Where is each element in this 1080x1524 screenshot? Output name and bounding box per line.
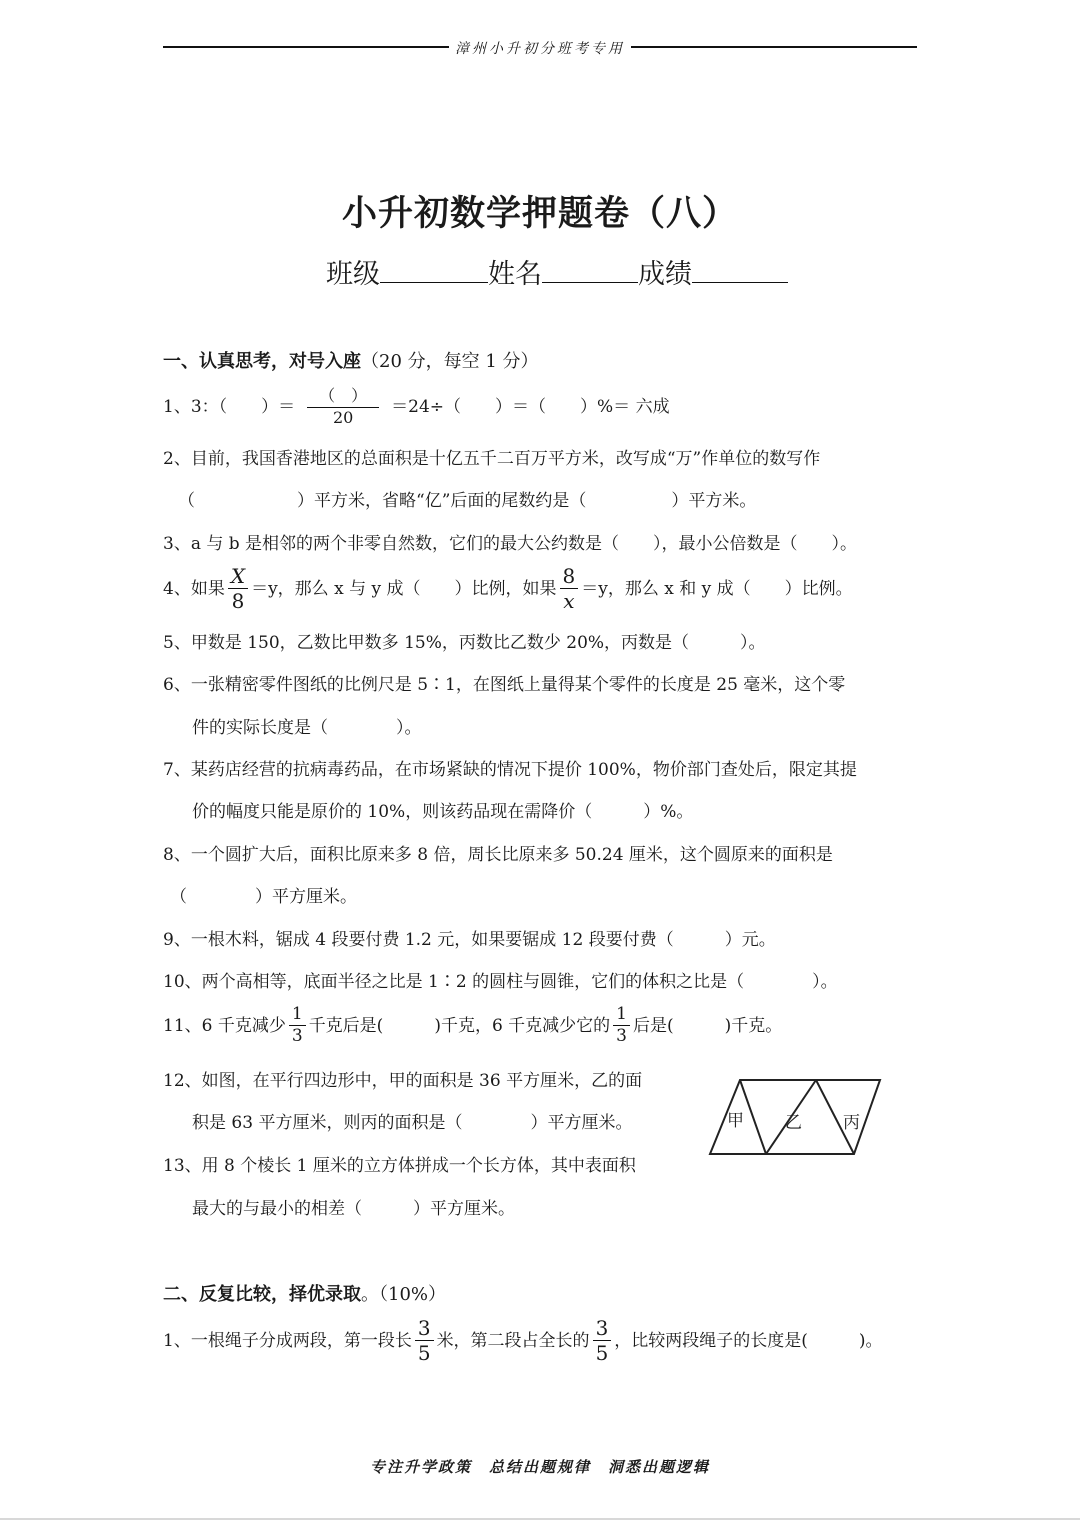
q1-part-a: 1、3：（ ）＝ — [163, 397, 296, 417]
name-blank[interactable] — [542, 260, 638, 283]
s2q1-fraction-2 — [593, 1318, 612, 1363]
question-1-6-line-2: 件的实际长度是（ ）。 — [192, 718, 422, 738]
q4-fraction-1-denominator: 8 — [231, 589, 245, 613]
question-1-11 — [163, 1006, 782, 1045]
figure-label-yi: 乙 — [785, 1113, 802, 1133]
class-label: 班级 — [326, 259, 380, 290]
question-1-6-line-1: 6、一张精密零件图纸的比例尺是 5∶1，在图纸上量得某个零件的长度是 25 毫米，这个零 — [163, 675, 846, 695]
q4-fraction-1-numerator: X — [228, 566, 248, 589]
s2q1-part-c: ，比较两段绳子的长度是( )。 — [614, 1330, 883, 1351]
question-2-1 — [163, 1318, 883, 1363]
q11-fraction-2-denominator: 3 — [616, 1026, 627, 1046]
question-1-12-line-2: 积是 63 平方厘米，则丙的面积是（ ）平方厘米。 — [192, 1113, 633, 1133]
q4-part-b: ＝y，那么 x 与 y 成（ ）比例，如果 — [251, 578, 557, 599]
page-title: 小升初数学押题卷（八） — [341, 193, 738, 234]
question-1-12-line-1: 12、如图，在平行四边形中，甲的面积是 36 平方厘米，乙的面 — [163, 1071, 643, 1091]
question-1-1 — [163, 388, 670, 426]
q4-fraction-1 — [228, 566, 248, 611]
question-1-10: 10、两个高相等，底面半径之比是 1∶2 的圆柱与圆锥，它们的体积之比是（ ）。 — [163, 972, 838, 992]
question-1-2-line-2: （ ）平方米，省略“亿”后面的尾数约是（ ）平方米。 — [178, 491, 757, 511]
s2q1-fraction-1-numerator: 3 — [415, 1318, 434, 1341]
score-label: 成绩 — [638, 259, 692, 290]
s2q1-fraction-2-numerator: 3 — [593, 1318, 612, 1341]
section-2-note: 。（10%） — [361, 1284, 447, 1305]
q4-fraction-2-denominator: x — [563, 589, 575, 613]
score-blank[interactable] — [692, 260, 788, 283]
s2q1-fraction-2-denominator: 5 — [595, 1341, 609, 1365]
q4-fraction-2-numerator: 8 — [560, 566, 579, 589]
section-2-title: 二、反复比较，择优录取 — [163, 1284, 361, 1305]
s2q1-fraction-1 — [415, 1318, 434, 1363]
s2q1-part-b: 米，第二段占全长的 — [436, 1330, 590, 1351]
section-1-note: （20 分，每空 1 分） — [361, 351, 539, 372]
footer-slogan: 专注升学政策 总结出题规律 洞悉出题逻辑 — [369, 1458, 710, 1476]
question-1-3: 3、a 与 b 是相邻的两个非零自然数，它们的最大公约数是（ ），最小公倍数是（ ）。 — [163, 534, 858, 554]
question-1-7-line-2: 价的幅度只能是原价的 10%，则该药品现在需降价（ ）%。 — [192, 802, 694, 822]
q1-part-b: ＝24÷（ ）＝（ ）%＝ 六成 — [391, 397, 670, 417]
s2q1-part-a: 1、一根绳子分成两段，第一段长 — [163, 1330, 412, 1351]
class-blank[interactable] — [380, 260, 488, 283]
question-1-5: 5、甲数是 150，乙数比甲数多 15%，丙数比乙数少 20%，丙数是（ ）。 — [163, 633, 766, 653]
q1-fraction — [307, 388, 379, 426]
question-1-13-line-1: 13、用 8 个棱长 1 厘米的立方体拼成一个长方体，其中表面积 — [163, 1156, 636, 1176]
q11-part-c: 后是( )千克。 — [633, 1015, 783, 1036]
question-1-8-line-1: 8、一个圆扩大后，面积比原来多 8 倍，周长比原来多 50.24 厘米，这个圆原来的面积是 — [163, 845, 833, 865]
q11-fraction-2 — [613, 1006, 630, 1045]
q1-fraction-denominator: 20 — [332, 408, 354, 427]
q11-part-a: 11、6 千克减少 — [163, 1015, 286, 1036]
figure-label-bing: 丙 — [843, 1113, 860, 1133]
q11-fraction-1-denominator: 3 — [291, 1026, 303, 1046]
question-1-9: 9、一根木料，锯成 4 段要付费 1.2 元，如果要锯成 12 段要付费（ ）元。 — [163, 930, 776, 950]
section-1-title: 一、认真思考，对号入座 — [163, 351, 361, 372]
student-info-row — [326, 252, 788, 291]
q11-fraction-1 — [289, 1006, 306, 1045]
section-1-heading — [163, 347, 539, 373]
q4-part-a: 4、如果 — [163, 578, 225, 599]
q11-part-b: 千克后是( )千克，6 千克减少它的 — [308, 1015, 611, 1036]
q4-part-c: ＝y，那么 x 和 y 成（ ）比例。 — [581, 578, 853, 599]
q4-fraction-2 — [560, 566, 579, 611]
question-1-2-line-1: 2、目前，我国香港地区的总面积是十亿五千二百万平方米，改写成“万”作单位的数写作 — [163, 449, 821, 469]
question-1-4 — [163, 566, 853, 611]
section-2-heading — [163, 1280, 446, 1306]
name-label: 姓名 — [488, 259, 542, 290]
header-tagline: 漳州小升初分班考专用 — [0, 38, 1080, 58]
parallelogram-figure — [706, 1076, 884, 1158]
page-bottom-edge — [0, 1518, 1080, 1520]
question-1-8-line-2: （ ）平方厘米。 — [170, 887, 357, 907]
q11-fraction-2-numerator: 1 — [613, 1006, 630, 1026]
s2q1-fraction-1-denominator: 5 — [417, 1341, 431, 1365]
question-1-7-line-1: 7、某药店经营的抗病毒药品，在市场紧缺的情况下提价 100%，物价部门查处后，限定其提 — [163, 760, 857, 780]
q1-fraction-numerator: （ ） — [307, 388, 379, 408]
q11-fraction-1-numerator: 1 — [289, 1006, 306, 1026]
figure-label-jia: 甲 — [727, 1111, 744, 1131]
question-1-13-line-2: 最大的与最小的相差（ ）平方厘米。 — [192, 1199, 515, 1219]
